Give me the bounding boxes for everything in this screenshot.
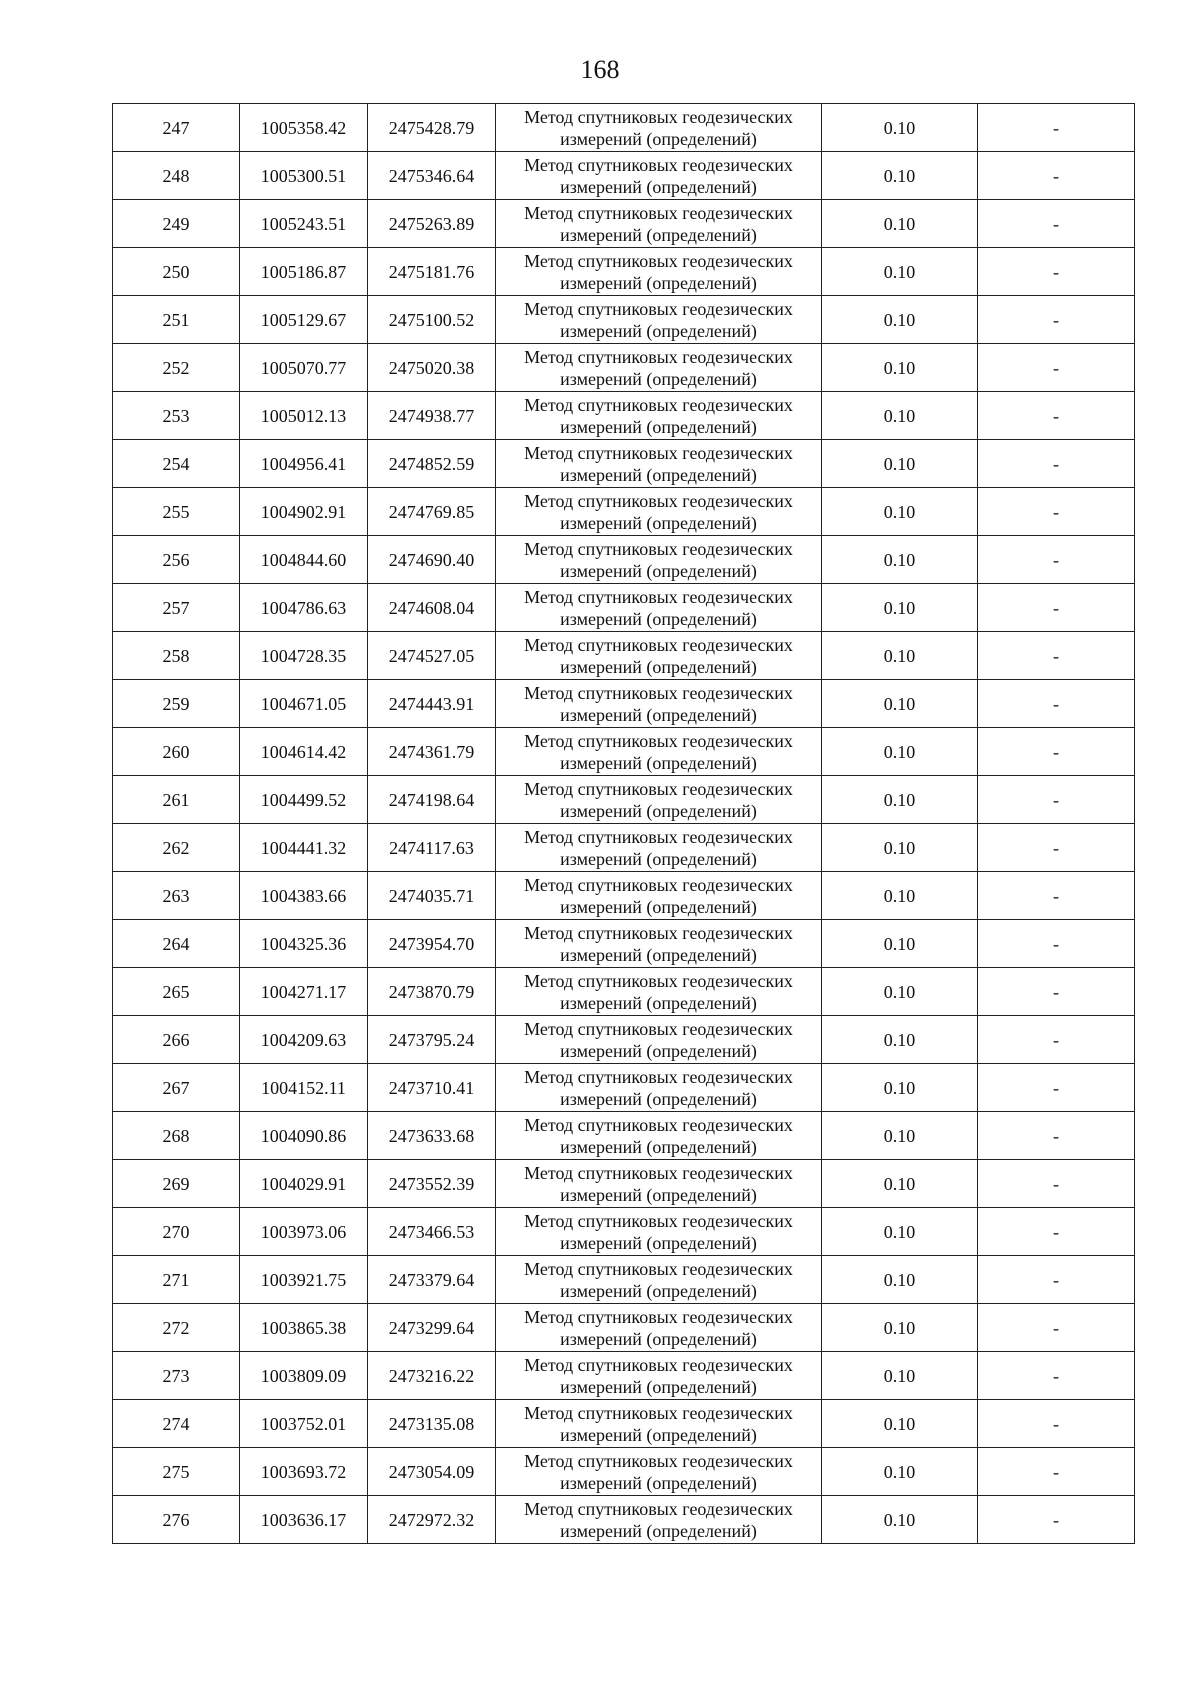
table-row: [113, 1304, 1135, 1352]
method-cell: [496, 392, 822, 440]
x-coordinate-cell: 1003693.72: [240, 1448, 368, 1496]
method-cell: [496, 296, 822, 344]
method-text-line: измерений (определений): [560, 1232, 757, 1253]
method-text-line: измерений (определений): [560, 1424, 757, 1445]
table-row: [113, 104, 1135, 152]
table-row: [113, 1016, 1135, 1064]
y-coordinate-cell: 2473299.64: [368, 1304, 496, 1352]
note-cell: -: [978, 1160, 1135, 1208]
point-number-cell: 253: [113, 392, 240, 440]
table-row: [113, 1496, 1135, 1544]
x-coordinate-cell: 1004271.17: [240, 968, 368, 1016]
method-text-line: Метод спутниковых геодезических: [524, 298, 793, 319]
note-cell: -: [978, 1352, 1135, 1400]
table-row: [113, 200, 1135, 248]
method-text-line: Метод спутниковых геодезических: [524, 394, 793, 415]
method-text-line: измерений (определений): [560, 1472, 757, 1493]
method-text-line: измерений (определений): [560, 416, 757, 437]
table-row: [113, 152, 1135, 200]
method-cell: [496, 248, 822, 296]
note-cell: -: [978, 1112, 1135, 1160]
method-text-line: Метод спутниковых геодезических: [524, 1354, 793, 1375]
method-text-line: Метод спутниковых геодезических: [524, 1498, 793, 1519]
point-number-cell: 268: [113, 1112, 240, 1160]
x-coordinate-cell: 1004383.66: [240, 872, 368, 920]
method-text-line: Метод спутниковых геодезических: [524, 490, 793, 511]
point-number-cell: 249: [113, 200, 240, 248]
point-number-cell: 256: [113, 536, 240, 584]
method-text-line: измерений (определений): [560, 224, 757, 245]
accuracy-cell: 0.10: [822, 344, 978, 392]
method-text-line: Метод спутниковых геодезических: [524, 442, 793, 463]
table-row: [113, 392, 1135, 440]
method-cell: [496, 824, 822, 872]
method-cell: [496, 920, 822, 968]
x-coordinate-cell: 1004786.63: [240, 584, 368, 632]
method-text-line: Метод спутниковых геодезических: [524, 1210, 793, 1231]
table-row: [113, 248, 1135, 296]
y-coordinate-cell: 2473466.53: [368, 1208, 496, 1256]
x-coordinate-cell: 1004614.42: [240, 728, 368, 776]
note-cell: -: [978, 536, 1135, 584]
table-row: [113, 824, 1135, 872]
note-cell: -: [978, 968, 1135, 1016]
method-cell: [496, 1064, 822, 1112]
x-coordinate-cell: 1003636.17: [240, 1496, 368, 1544]
y-coordinate-cell: 2472972.32: [368, 1496, 496, 1544]
y-coordinate-cell: 2474361.79: [368, 728, 496, 776]
y-coordinate-cell: 2473379.64: [368, 1256, 496, 1304]
accuracy-cell: 0.10: [822, 824, 978, 872]
table-row: [113, 1160, 1135, 1208]
point-number-cell: 275: [113, 1448, 240, 1496]
accuracy-cell: 0.10: [822, 1256, 978, 1304]
method-cell: [496, 872, 822, 920]
accuracy-cell: 0.10: [822, 200, 978, 248]
method-cell: [496, 536, 822, 584]
accuracy-cell: 0.10: [822, 1160, 978, 1208]
point-number-cell: 250: [113, 248, 240, 296]
coordinates-table-body: [113, 104, 1135, 1544]
method-text-line: измерений (определений): [560, 1376, 757, 1397]
method-text-line: Метод спутниковых геодезических: [524, 1066, 793, 1087]
x-coordinate-cell: 1005070.77: [240, 344, 368, 392]
accuracy-cell: 0.10: [822, 488, 978, 536]
x-coordinate-cell: 1004090.86: [240, 1112, 368, 1160]
method-cell: [496, 1496, 822, 1544]
y-coordinate-cell: 2473633.68: [368, 1112, 496, 1160]
x-coordinate-cell: 1003752.01: [240, 1400, 368, 1448]
table-row: [113, 1352, 1135, 1400]
method-text-line: Метод спутниковых геодезических: [524, 538, 793, 559]
table-row: [113, 1448, 1135, 1496]
accuracy-cell: 0.10: [822, 776, 978, 824]
point-number-cell: 263: [113, 872, 240, 920]
method-text-line: измерений (определений): [560, 128, 757, 149]
accuracy-cell: 0.10: [822, 968, 978, 1016]
point-number-cell: 272: [113, 1304, 240, 1352]
point-number-cell: 264: [113, 920, 240, 968]
point-number-cell: 267: [113, 1064, 240, 1112]
method-text-line: Метод спутниковых геодезических: [524, 1450, 793, 1471]
method-text-line: Метод спутниковых геодезических: [524, 874, 793, 895]
method-text-line: Метод спутниковых геодезических: [524, 106, 793, 127]
method-text-line: Метод спутниковых геодезических: [524, 682, 793, 703]
table-row: [113, 776, 1135, 824]
y-coordinate-cell: 2474527.05: [368, 632, 496, 680]
y-coordinate-cell: 2473870.79: [368, 968, 496, 1016]
table-row: [113, 872, 1135, 920]
table-row: [113, 1064, 1135, 1112]
method-cell: [496, 728, 822, 776]
method-text-line: измерений (определений): [560, 320, 757, 341]
method-cell: [496, 632, 822, 680]
x-coordinate-cell: 1004902.91: [240, 488, 368, 536]
method-text-line: Метод спутниковых геодезических: [524, 202, 793, 223]
note-cell: -: [978, 440, 1135, 488]
y-coordinate-cell: 2475020.38: [368, 344, 496, 392]
method-text-line: измерений (определений): [560, 1328, 757, 1349]
y-coordinate-cell: 2475263.89: [368, 200, 496, 248]
method-text-line: измерений (определений): [560, 1520, 757, 1541]
point-number-cell: 273: [113, 1352, 240, 1400]
x-coordinate-cell: 1005243.51: [240, 200, 368, 248]
method-cell: [496, 1352, 822, 1400]
note-cell: -: [978, 1208, 1135, 1256]
method-text-line: измерений (определений): [560, 848, 757, 869]
method-text-line: измерений (определений): [560, 656, 757, 677]
point-number-cell: 269: [113, 1160, 240, 1208]
method-text-line: измерений (определений): [560, 752, 757, 773]
y-coordinate-cell: 2474443.91: [368, 680, 496, 728]
note-cell: -: [978, 1256, 1135, 1304]
y-coordinate-cell: 2473710.41: [368, 1064, 496, 1112]
table-row: [113, 920, 1135, 968]
table-row: [113, 968, 1135, 1016]
accuracy-cell: 0.10: [822, 152, 978, 200]
note-cell: -: [978, 104, 1135, 152]
accuracy-cell: 0.10: [822, 296, 978, 344]
x-coordinate-cell: 1003921.75: [240, 1256, 368, 1304]
accuracy-cell: 0.10: [822, 1208, 978, 1256]
accuracy-cell: 0.10: [822, 392, 978, 440]
method-text-line: Метод спутниковых геодезических: [524, 1258, 793, 1279]
method-cell: [496, 152, 822, 200]
y-coordinate-cell: 2473054.09: [368, 1448, 496, 1496]
point-number-cell: 252: [113, 344, 240, 392]
y-coordinate-cell: 2473216.22: [368, 1352, 496, 1400]
table-row: [113, 440, 1135, 488]
point-number-cell: 259: [113, 680, 240, 728]
method-text-line: Метод спутниковых геодезических: [524, 346, 793, 367]
point-number-cell: 274: [113, 1400, 240, 1448]
x-coordinate-cell: 1004029.91: [240, 1160, 368, 1208]
point-number-cell: 248: [113, 152, 240, 200]
method-text-line: измерений (определений): [560, 896, 757, 917]
table-row: [113, 296, 1135, 344]
accuracy-cell: 0.10: [822, 104, 978, 152]
page-number: 168: [580, 55, 620, 84]
point-number-cell: 260: [113, 728, 240, 776]
method-text-line: измерений (определений): [560, 1280, 757, 1301]
point-number-cell: 258: [113, 632, 240, 680]
method-text-line: измерений (определений): [560, 560, 757, 581]
table-row: [113, 1112, 1135, 1160]
table-row: [113, 584, 1135, 632]
accuracy-cell: 0.10: [822, 728, 978, 776]
method-text-line: Метод спутниковых геодезических: [524, 778, 793, 799]
method-cell: [496, 584, 822, 632]
method-text-line: Метод спутниковых геодезических: [524, 1306, 793, 1327]
note-cell: -: [978, 872, 1135, 920]
y-coordinate-cell: 2475346.64: [368, 152, 496, 200]
method-text-line: измерений (определений): [560, 1040, 757, 1061]
y-coordinate-cell: 2473135.08: [368, 1400, 496, 1448]
note-cell: -: [978, 344, 1135, 392]
point-number-cell: 247: [113, 104, 240, 152]
accuracy-cell: 0.10: [822, 536, 978, 584]
x-coordinate-cell: 1004671.05: [240, 680, 368, 728]
y-coordinate-cell: 2474035.71: [368, 872, 496, 920]
point-number-cell: 257: [113, 584, 240, 632]
method-text-line: измерений (определений): [560, 368, 757, 389]
x-coordinate-cell: 1003973.06: [240, 1208, 368, 1256]
method-cell: [496, 488, 822, 536]
method-text-line: измерений (определений): [560, 272, 757, 293]
accuracy-cell: 0.10: [822, 1400, 978, 1448]
note-cell: -: [978, 632, 1135, 680]
method-text-line: Метод спутниковых геодезических: [524, 586, 793, 607]
point-number-cell: 266: [113, 1016, 240, 1064]
accuracy-cell: 0.10: [822, 680, 978, 728]
accuracy-cell: 0.10: [822, 1448, 978, 1496]
accuracy-cell: 0.10: [822, 1304, 978, 1352]
method-cell: [496, 1304, 822, 1352]
point-number-cell: 265: [113, 968, 240, 1016]
x-coordinate-cell: 1004325.36: [240, 920, 368, 968]
method-cell: [496, 1016, 822, 1064]
method-cell: [496, 1448, 822, 1496]
note-cell: -: [978, 824, 1135, 872]
table-row: [113, 536, 1135, 584]
method-cell: [496, 776, 822, 824]
accuracy-cell: 0.10: [822, 1016, 978, 1064]
x-coordinate-cell: 1004209.63: [240, 1016, 368, 1064]
note-cell: -: [978, 488, 1135, 536]
note-cell: -: [978, 1064, 1135, 1112]
note-cell: -: [978, 680, 1135, 728]
table-row: [113, 344, 1135, 392]
y-coordinate-cell: 2474852.59: [368, 440, 496, 488]
x-coordinate-cell: 1004441.32: [240, 824, 368, 872]
x-coordinate-cell: 1004499.52: [240, 776, 368, 824]
method-cell: [496, 1208, 822, 1256]
method-cell: [496, 1400, 822, 1448]
y-coordinate-cell: 2474608.04: [368, 584, 496, 632]
method-cell: [496, 1112, 822, 1160]
method-text-line: измерений (определений): [560, 1088, 757, 1109]
x-coordinate-cell: 1005012.13: [240, 392, 368, 440]
method-text-line: измерений (определений): [560, 800, 757, 821]
note-cell: -: [978, 920, 1135, 968]
table-row: [113, 632, 1135, 680]
method-text-line: измерений (определений): [560, 176, 757, 197]
table-row: [113, 1256, 1135, 1304]
method-text-line: Метод спутниковых геодезических: [524, 634, 793, 655]
note-cell: -: [978, 1496, 1135, 1544]
method-text-line: Метод спутниковых геодезических: [524, 826, 793, 847]
note-cell: -: [978, 392, 1135, 440]
coordinates-table: [112, 103, 1135, 1544]
method-text-line: Метод спутниковых геодезических: [524, 250, 793, 271]
note-cell: -: [978, 1448, 1135, 1496]
point-number-cell: 254: [113, 440, 240, 488]
point-number-cell: 261: [113, 776, 240, 824]
method-text-line: измерений (определений): [560, 1136, 757, 1157]
x-coordinate-cell: 1004152.11: [240, 1064, 368, 1112]
table-row: [113, 1400, 1135, 1448]
method-text-line: измерений (определений): [560, 512, 757, 533]
x-coordinate-cell: 1004956.41: [240, 440, 368, 488]
method-text-line: Метод спутниковых геодезических: [524, 154, 793, 175]
point-number-cell: 251: [113, 296, 240, 344]
method-text-line: Метод спутниковых геодезических: [524, 922, 793, 943]
note-cell: -: [978, 1016, 1135, 1064]
accuracy-cell: 0.10: [822, 248, 978, 296]
x-coordinate-cell: 1004844.60: [240, 536, 368, 584]
method-text-line: измерений (определений): [560, 944, 757, 965]
accuracy-cell: 0.10: [822, 440, 978, 488]
y-coordinate-cell: 2475100.52: [368, 296, 496, 344]
y-coordinate-cell: 2473552.39: [368, 1160, 496, 1208]
note-cell: -: [978, 1304, 1135, 1352]
method-cell: [496, 680, 822, 728]
note-cell: -: [978, 728, 1135, 776]
method-cell: [496, 200, 822, 248]
note-cell: -: [978, 584, 1135, 632]
method-text-line: измерений (определений): [560, 704, 757, 725]
accuracy-cell: 0.10: [822, 632, 978, 680]
x-coordinate-cell: 1005358.42: [240, 104, 368, 152]
x-coordinate-cell: 1005186.87: [240, 248, 368, 296]
accuracy-cell: 0.10: [822, 1496, 978, 1544]
point-number-cell: 270: [113, 1208, 240, 1256]
x-coordinate-cell: 1005129.67: [240, 296, 368, 344]
point-number-cell: 255: [113, 488, 240, 536]
method-text-line: Метод спутниковых геодезических: [524, 970, 793, 991]
x-coordinate-cell: 1004728.35: [240, 632, 368, 680]
table-row: [113, 488, 1135, 536]
point-number-cell: 276: [113, 1496, 240, 1544]
accuracy-cell: 0.10: [822, 584, 978, 632]
method-text-line: измерений (определений): [560, 608, 757, 629]
x-coordinate-cell: 1003809.09: [240, 1352, 368, 1400]
method-text-line: измерений (определений): [560, 992, 757, 1013]
method-text-line: измерений (определений): [560, 464, 757, 485]
note-cell: -: [978, 200, 1135, 248]
table-row: [113, 1208, 1135, 1256]
y-coordinate-cell: 2474769.85: [368, 488, 496, 536]
note-cell: -: [978, 1400, 1135, 1448]
y-coordinate-cell: 2474117.63: [368, 824, 496, 872]
accuracy-cell: 0.10: [822, 1352, 978, 1400]
accuracy-cell: 0.10: [822, 872, 978, 920]
note-cell: -: [978, 776, 1135, 824]
method-text-line: Метод спутниковых геодезических: [524, 1162, 793, 1183]
point-number-cell: 262: [113, 824, 240, 872]
accuracy-cell: 0.10: [822, 1112, 978, 1160]
y-coordinate-cell: 2474938.77: [368, 392, 496, 440]
x-coordinate-cell: 1003865.38: [240, 1304, 368, 1352]
note-cell: -: [978, 152, 1135, 200]
method-cell: [496, 968, 822, 1016]
method-cell: [496, 440, 822, 488]
y-coordinate-cell: 2474198.64: [368, 776, 496, 824]
y-coordinate-cell: 2473954.70: [368, 920, 496, 968]
method-cell: [496, 1160, 822, 1208]
note-cell: -: [978, 296, 1135, 344]
y-coordinate-cell: 2475428.79: [368, 104, 496, 152]
table-row: [113, 728, 1135, 776]
method-cell: [496, 104, 822, 152]
y-coordinate-cell: 2475181.76: [368, 248, 496, 296]
method-text-line: Метод спутниковых геодезических: [524, 1402, 793, 1423]
note-cell: -: [978, 248, 1135, 296]
point-number-cell: 271: [113, 1256, 240, 1304]
method-cell: [496, 344, 822, 392]
table-row: [113, 680, 1135, 728]
accuracy-cell: 0.10: [822, 920, 978, 968]
y-coordinate-cell: 2474690.40: [368, 536, 496, 584]
method-text-line: Метод спутниковых геодезических: [524, 1018, 793, 1039]
method-cell: [496, 1256, 822, 1304]
x-coordinate-cell: 1005300.51: [240, 152, 368, 200]
method-text-line: Метод спутниковых геодезических: [524, 1114, 793, 1135]
method-text-line: Метод спутниковых геодезических: [524, 730, 793, 751]
y-coordinate-cell: 2473795.24: [368, 1016, 496, 1064]
method-text-line: измерений (определений): [560, 1184, 757, 1205]
accuracy-cell: 0.10: [822, 1064, 978, 1112]
